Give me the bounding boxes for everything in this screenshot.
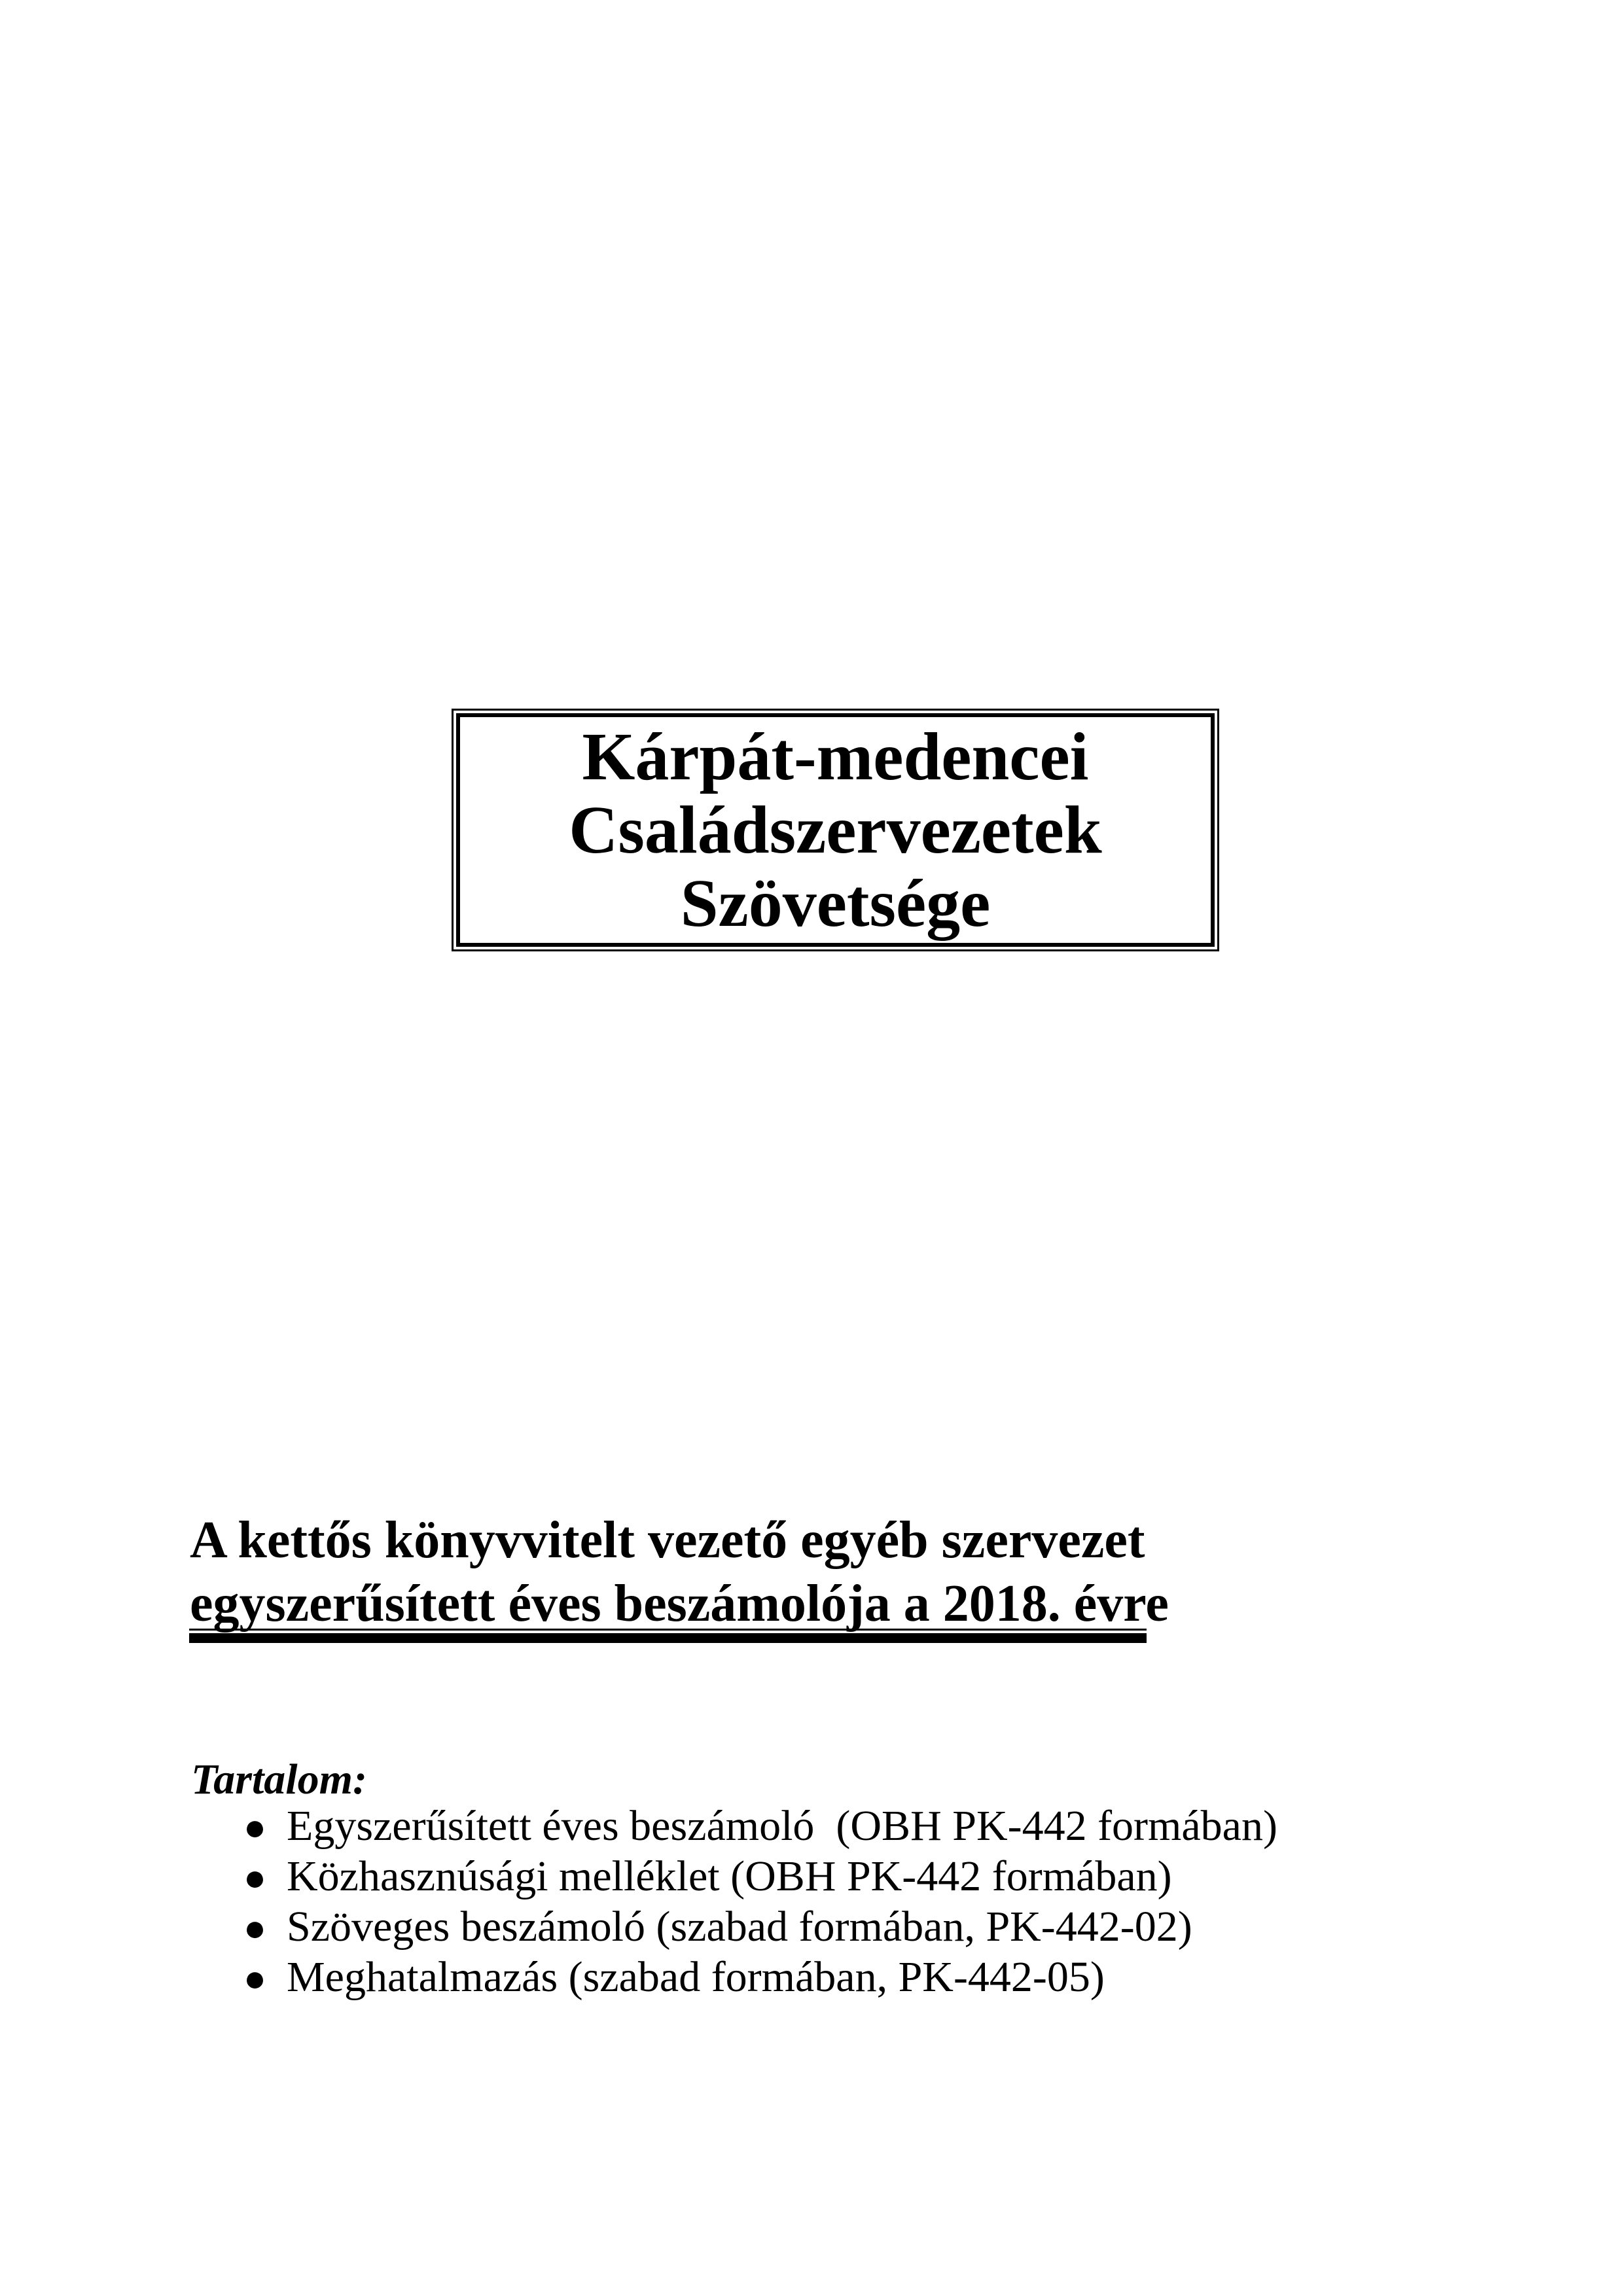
list-item	[190, 1902, 1302, 1952]
list-item-text: Meghatalmazás (szabad formában, PK-442-05)	[287, 1953, 1105, 2001]
report-heading-line-1: A kettős könyvvitelt vezető egyéb szervezet	[190, 1511, 1145, 1569]
bullet-icon: ●	[243, 1907, 267, 1949]
list-item	[190, 1801, 1302, 1852]
contents-label: Tartalom:	[191, 1756, 367, 1803]
list-item-text: Közhasznúsági melléklet (OBH PK-442 formában)	[287, 1852, 1172, 1900]
list-item	[190, 1952, 1302, 2003]
list-item	[190, 1852, 1302, 1902]
organization-name-line-1: Kárpát-medencei	[582, 718, 1089, 794]
organization-name-line-2: Családszervezetek	[569, 792, 1102, 868]
list-item-text: Szöveges beszámoló (szabad formában, PK-442-02)	[287, 1903, 1192, 1951]
organization-title-box	[452, 709, 1219, 951]
organization-name-line-3: Szövetsége	[680, 865, 991, 941]
contents-list	[190, 1801, 1302, 2003]
list-item-text: Egyszerűsített éves beszámoló (OBH PK-442 formában)	[287, 1802, 1277, 1850]
bullet-icon: ●	[243, 1806, 267, 1848]
organization-title-box-inner	[456, 713, 1215, 947]
bullet-icon: ●	[243, 1856, 267, 1899]
bullet-icon: ●	[243, 1957, 267, 2000]
heading-underline-rule	[189, 1629, 1147, 1643]
report-heading-line-2: egyszerűsített éves beszámolója a 2018. évre	[190, 1575, 1169, 1633]
report-heading	[190, 1509, 1302, 1636]
